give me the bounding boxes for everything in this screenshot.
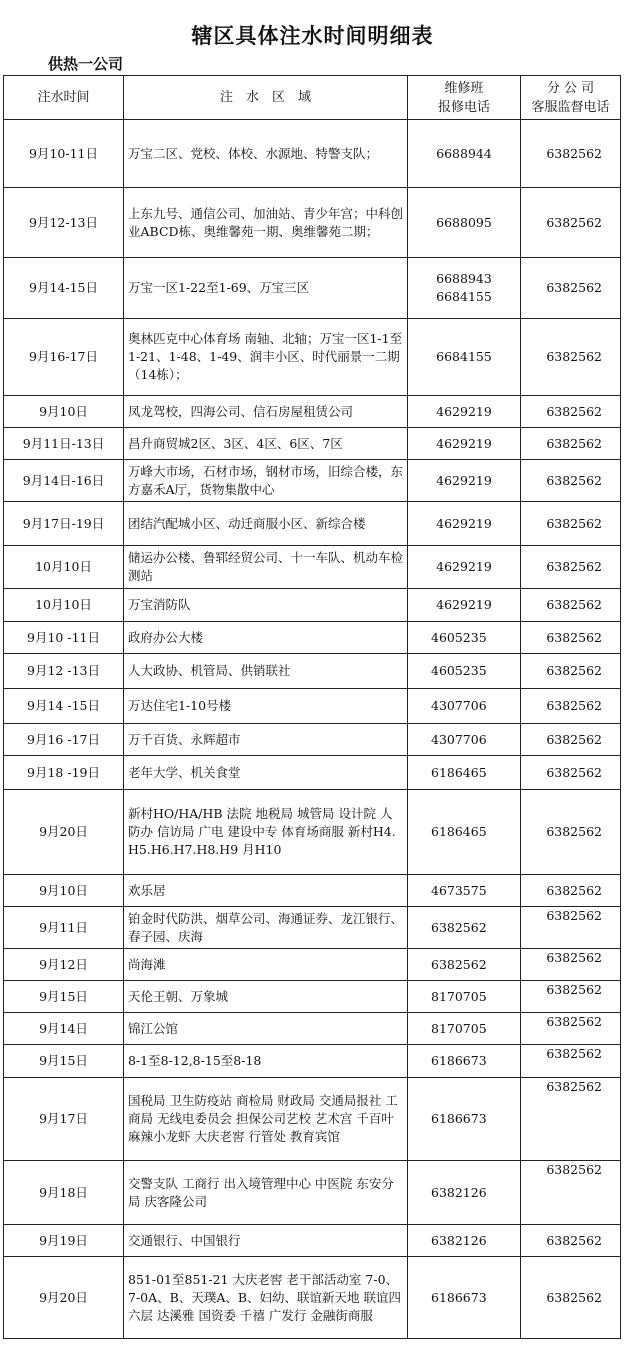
cell-repair-phone: 4629219 — [408, 428, 521, 460]
cell-repair-phone: 6186673 — [408, 1078, 521, 1161]
cell-repair-phone: 4605235 — [408, 622, 521, 654]
cell-area: 锦江公馆 — [124, 1013, 408, 1045]
cell-date: 10月10日 — [4, 546, 124, 589]
cell-date: 10月10日 — [4, 589, 124, 622]
cell-repair-phone: 6186465 — [408, 756, 521, 790]
cell-monitor-phone: 6382562 — [521, 1013, 621, 1045]
cell-monitor-phone: 6382562 — [521, 724, 621, 756]
cell-date: 9月15日 — [4, 981, 124, 1013]
cell-repair-phone: 4629219 — [408, 546, 521, 589]
cell-monitor-phone: 6382562 — [521, 319, 621, 396]
cell-repair-phone: 6688944 — [408, 120, 521, 188]
cell-repair-phone: 6382562 — [408, 949, 521, 981]
cell-repair-phone: 6382562 — [408, 907, 521, 949]
header-area: 注 水 区 域 — [124, 76, 408, 120]
cell-date: 9月11日 — [4, 907, 124, 949]
cell-monitor-phone: 6382562 — [521, 396, 621, 428]
cell-repair-phone: 4629219 — [408, 460, 521, 502]
cell-area: 交警支队 工商行 出入境管理中心 中医院 东安分局 庆客隆公司 — [124, 1161, 408, 1225]
cell-repair-phone: 6186673 — [408, 1257, 521, 1339]
table-row — [4, 120, 621, 188]
cell-monitor-phone: 6382562 — [521, 981, 621, 1013]
cell-monitor-phone: 6382562 — [521, 546, 621, 589]
table-row — [4, 654, 621, 689]
cell-repair-phone: 6684155 — [408, 319, 521, 396]
table-row — [4, 428, 621, 460]
cell-area: 铂金时代防洪、烟草公司、海通证券、龙江银行、春子园、庆海 — [124, 907, 408, 949]
cell-date: 9月10日 — [4, 875, 124, 907]
table-row — [4, 1078, 621, 1161]
cell-date: 9月14日-16日 — [4, 460, 124, 502]
cell-date: 9月19日 — [4, 1225, 124, 1257]
cell-area: 奥林匹克中心体育场 南轴、北轴；万宝一区1-1至1-21、1-48、1-49、润丰小区、时代丽景一二期（14栋）； — [124, 319, 408, 396]
table-row — [4, 790, 621, 875]
cell-monitor-phone: 6382562 — [521, 689, 621, 724]
cell-monitor-phone: 6382562 — [521, 460, 621, 502]
cell-repair-phone: 4605235 — [408, 654, 521, 689]
cell-date: 9月10-11日 — [4, 120, 124, 188]
cell-repair-phone: 4307706 — [408, 689, 521, 724]
header-time: 注水时间 — [4, 76, 124, 120]
table-row — [4, 907, 621, 949]
cell-area: 国税局 卫生防疫站 商检局 财政局 交通局报社 工商局 无线电委员会 担保公司艺校 艺术宫 千百叶麻辣小龙虾 大庆老窖 行管处 教育宾馆 — [124, 1078, 408, 1161]
company-name: 供热一公司 — [48, 55, 124, 73]
cell-monitor-phone: 6382562 — [521, 258, 621, 319]
cell-area: 人大政协、机管局、供销联社 — [124, 654, 408, 689]
table-row — [4, 188, 621, 258]
cell-area: 老年大学、机关食堂 — [124, 756, 408, 790]
table-row — [4, 396, 621, 428]
cell-date: 9月18日 — [4, 1161, 124, 1225]
cell-area: 储运办公楼、鲁郓经贸公司、十一车队、机动车检测站 — [124, 546, 408, 589]
cell-repair-phone: 4629219 — [408, 396, 521, 428]
cell-repair-phone: 6382126 — [408, 1161, 521, 1225]
cell-area: 上东九号、通信公司、加油站、青少年宫；中科创业ABCD栋、奥维馨苑一期、奥维馨苑二期； — [124, 188, 408, 258]
cell-date: 9月14日 — [4, 1013, 124, 1045]
table-row — [4, 981, 621, 1013]
cell-date: 9月16 -17日 — [4, 724, 124, 756]
cell-area: 万宝二区、党校、体校、水源地、特警支队； — [124, 120, 408, 188]
cell-area: 万宝一区1-22至1-69、万宝三区 — [124, 258, 408, 319]
cell-monitor-phone: 6382562 — [521, 188, 621, 258]
table-row — [4, 1013, 621, 1045]
table-row — [4, 589, 621, 622]
cell-area: 新村HO/HA/HB 法院 地税局 城管局 设计院 人防办 信访局 广电 建设中专 体育场商服 新村H4.H5.H6.H7.H8.H9 月H10 — [124, 790, 408, 875]
table-row — [4, 949, 621, 981]
cell-monitor-phone: 6382562 — [521, 1257, 621, 1339]
cell-area: 欢乐居 — [124, 875, 408, 907]
table-row — [4, 1225, 621, 1257]
cell-date: 9月12 -13日 — [4, 654, 124, 689]
cell-area: 尚海滩 — [124, 949, 408, 981]
table-row — [4, 724, 621, 756]
cell-monitor-phone: 6382562 — [521, 1078, 621, 1161]
cell-date: 9月17日-19日 — [4, 502, 124, 546]
cell-date: 9月20日 — [4, 790, 124, 875]
cell-repair-phone: 6186465 — [408, 790, 521, 875]
table-row — [4, 546, 621, 589]
cell-area: 万峰大市场，石材市场，钢材市场，旧综合楼，东方嘉禾A厅，货物集散中心 — [124, 460, 408, 502]
cell-date: 9月10日 — [4, 396, 124, 428]
cell-repair-phone: 8170705 — [408, 981, 521, 1013]
page-title: 辖区具体注水时间明细表 — [191, 23, 434, 48]
header-row — [4, 76, 621, 120]
cell-monitor-phone: 6382562 — [521, 949, 621, 981]
cell-date: 9月14 -15日 — [4, 689, 124, 724]
cell-monitor-phone: 6382562 — [521, 654, 621, 689]
cell-monitor-phone: 6382562 — [521, 1161, 621, 1225]
cell-date: 9月14-15日 — [4, 258, 124, 319]
cell-monitor-phone: 6382562 — [521, 1225, 621, 1257]
cell-repair-phone: 6688943 6684155 — [408, 258, 521, 319]
cell-monitor-phone: 6382562 — [521, 589, 621, 622]
table-row — [4, 1045, 621, 1078]
cell-area: 万千百货、永辉超市 — [124, 724, 408, 756]
cell-area: 万宝消防队 — [124, 589, 408, 622]
cell-monitor-phone: 6382562 — [521, 1045, 621, 1078]
cell-date: 9月18 -19日 — [4, 756, 124, 790]
table-row — [4, 460, 621, 502]
cell-monitor-phone: 6382562 — [521, 120, 621, 188]
table-row — [4, 689, 621, 724]
cell-date: 9月11日-13日 — [4, 428, 124, 460]
table-row — [4, 756, 621, 790]
table-row — [4, 875, 621, 907]
cell-date: 9月10 -11日 — [4, 622, 124, 654]
cell-date: 9月17日 — [4, 1078, 124, 1161]
header-repair-phone: 维修班 报修电话 — [408, 76, 521, 120]
cell-monitor-phone: 6382562 — [521, 756, 621, 790]
cell-area: 8-1至8-12,8-15至8-18 — [124, 1045, 408, 1078]
cell-monitor-phone: 6382562 — [521, 907, 621, 949]
cell-monitor-phone: 6382562 — [521, 622, 621, 654]
cell-repair-phone: 6688095 — [408, 188, 521, 258]
cell-area: 851-01至851-21 大庆老窖 老干部活动室 7-0、7-0A、B、天璞A、B、妇幼、联谊新天地 联谊四六层 达溪雅 国资委 千禧 广发行 金融街商服 — [124, 1257, 408, 1339]
cell-date: 9月15日 — [4, 1045, 124, 1078]
cell-date: 9月20日 — [4, 1257, 124, 1339]
cell-area: 团结汽配城小区、动迁商服小区、新综合楼 — [124, 502, 408, 546]
cell-area: 昌升商贸城2区、3区、4区、6区、7区 — [124, 428, 408, 460]
cell-monitor-phone: 6382562 — [521, 875, 621, 907]
table-row — [4, 502, 621, 546]
table-row — [4, 258, 621, 319]
cell-repair-phone: 6382126 — [408, 1225, 521, 1257]
header-monitor-phone: 分 公 司 客服监督电话 — [521, 76, 621, 120]
cell-area: 凤龙驾校，四海公司、信石房屋租赁公司 — [124, 396, 408, 428]
cell-monitor-phone: 6382562 — [521, 428, 621, 460]
table-row — [4, 622, 621, 654]
cell-repair-phone: 6186673 — [408, 1045, 521, 1078]
cell-area: 天伦王朝、万象城 — [124, 981, 408, 1013]
cell-repair-phone: 4629219 — [408, 502, 521, 546]
cell-date: 9月12-13日 — [4, 188, 124, 258]
cell-repair-phone: 8170705 — [408, 1013, 521, 1045]
cell-monitor-phone: 6382562 — [521, 790, 621, 875]
cell-repair-phone: 4629219 — [408, 589, 521, 622]
table-row — [4, 1257, 621, 1339]
cell-date: 9月12日 — [4, 949, 124, 981]
table-row — [4, 319, 621, 396]
cell-area: 政府办公大楼 — [124, 622, 408, 654]
cell-repair-phone: 4673575 — [408, 875, 521, 907]
cell-area: 交通银行、中国银行 — [124, 1225, 408, 1257]
cell-monitor-phone: 6382562 — [521, 502, 621, 546]
cell-area: 万达住宅1-10号楼 — [124, 689, 408, 724]
table-row — [4, 1161, 621, 1225]
cell-repair-phone: 4307706 — [408, 724, 521, 756]
schedule-table — [3, 75, 621, 1339]
cell-date: 9月16-17日 — [4, 319, 124, 396]
